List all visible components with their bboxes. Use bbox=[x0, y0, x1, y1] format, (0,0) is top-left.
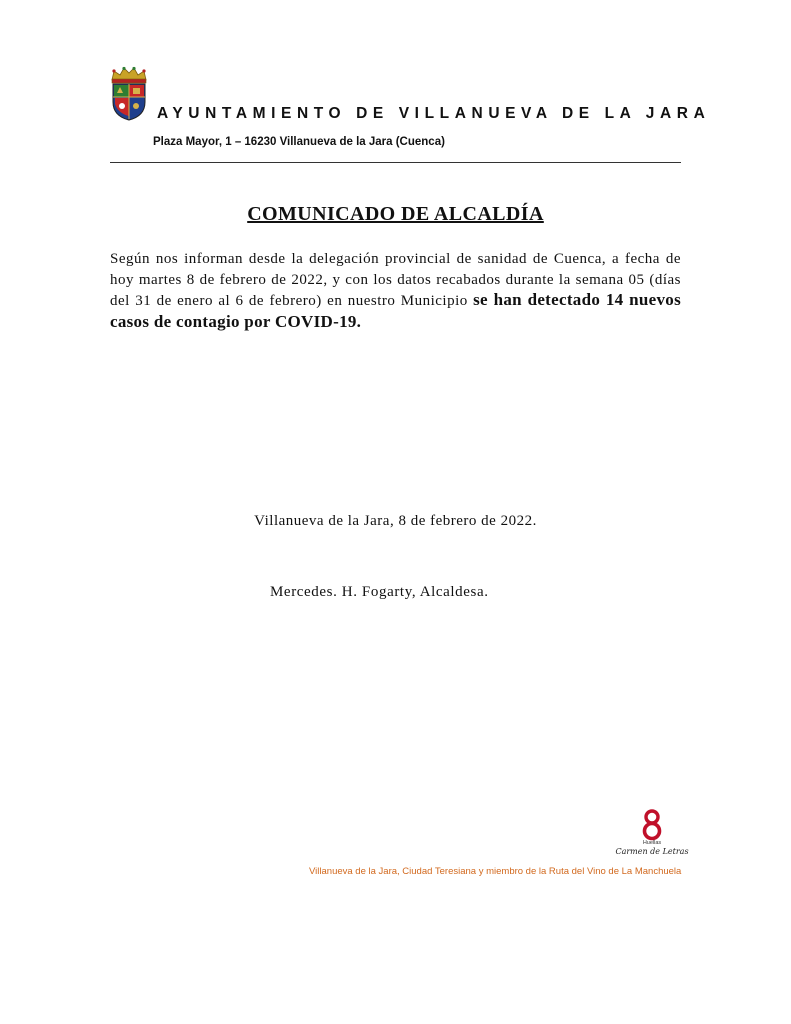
huellas-logo-icon bbox=[615, 808, 689, 860]
announcement-emphasis: se han detectado 14 nuevos casos de contagio por COVID-19. bbox=[110, 290, 681, 331]
document-title: COMUNICADO DE ALCALDÍA bbox=[247, 203, 544, 225]
announcement-body-text: Según nos informan desde la delegación provincial de sanidad de Cuenca, a fecha de hoy martes 8 de febrero de 2022, y con los datos recabados durante la semana 05 (días del 31 de enero al 6 de febrero) en nuestro Municipio bbox=[110, 251, 681, 309]
organization-address: Plaza Mayor, 1 – 16230 Villanueva de la Jara (Cuenca) bbox=[153, 136, 445, 148]
organization-name: AYUNTAMIENTO DE VILLANUEVA DE LA JARA bbox=[157, 105, 711, 122]
place-and-date: Villanueva de la Jara, 8 de febrero de 2022. bbox=[254, 513, 537, 529]
logo-small-text: Huellas bbox=[642, 840, 662, 846]
logo-script-text: Carmen de Letras bbox=[615, 847, 689, 856]
footer-tagline: Villanueva de la Jara, Ciudad Teresiana y miembro de la Ruta del Vino de La Manchuela bbox=[309, 866, 682, 877]
municipal-coat-of-arms-icon bbox=[108, 66, 150, 122]
announcement-body bbox=[110, 249, 681, 333]
signature-line: Mercedes. H. Fogarty, Alcaldesa. bbox=[270, 584, 489, 600]
header-divider bbox=[110, 162, 681, 163]
